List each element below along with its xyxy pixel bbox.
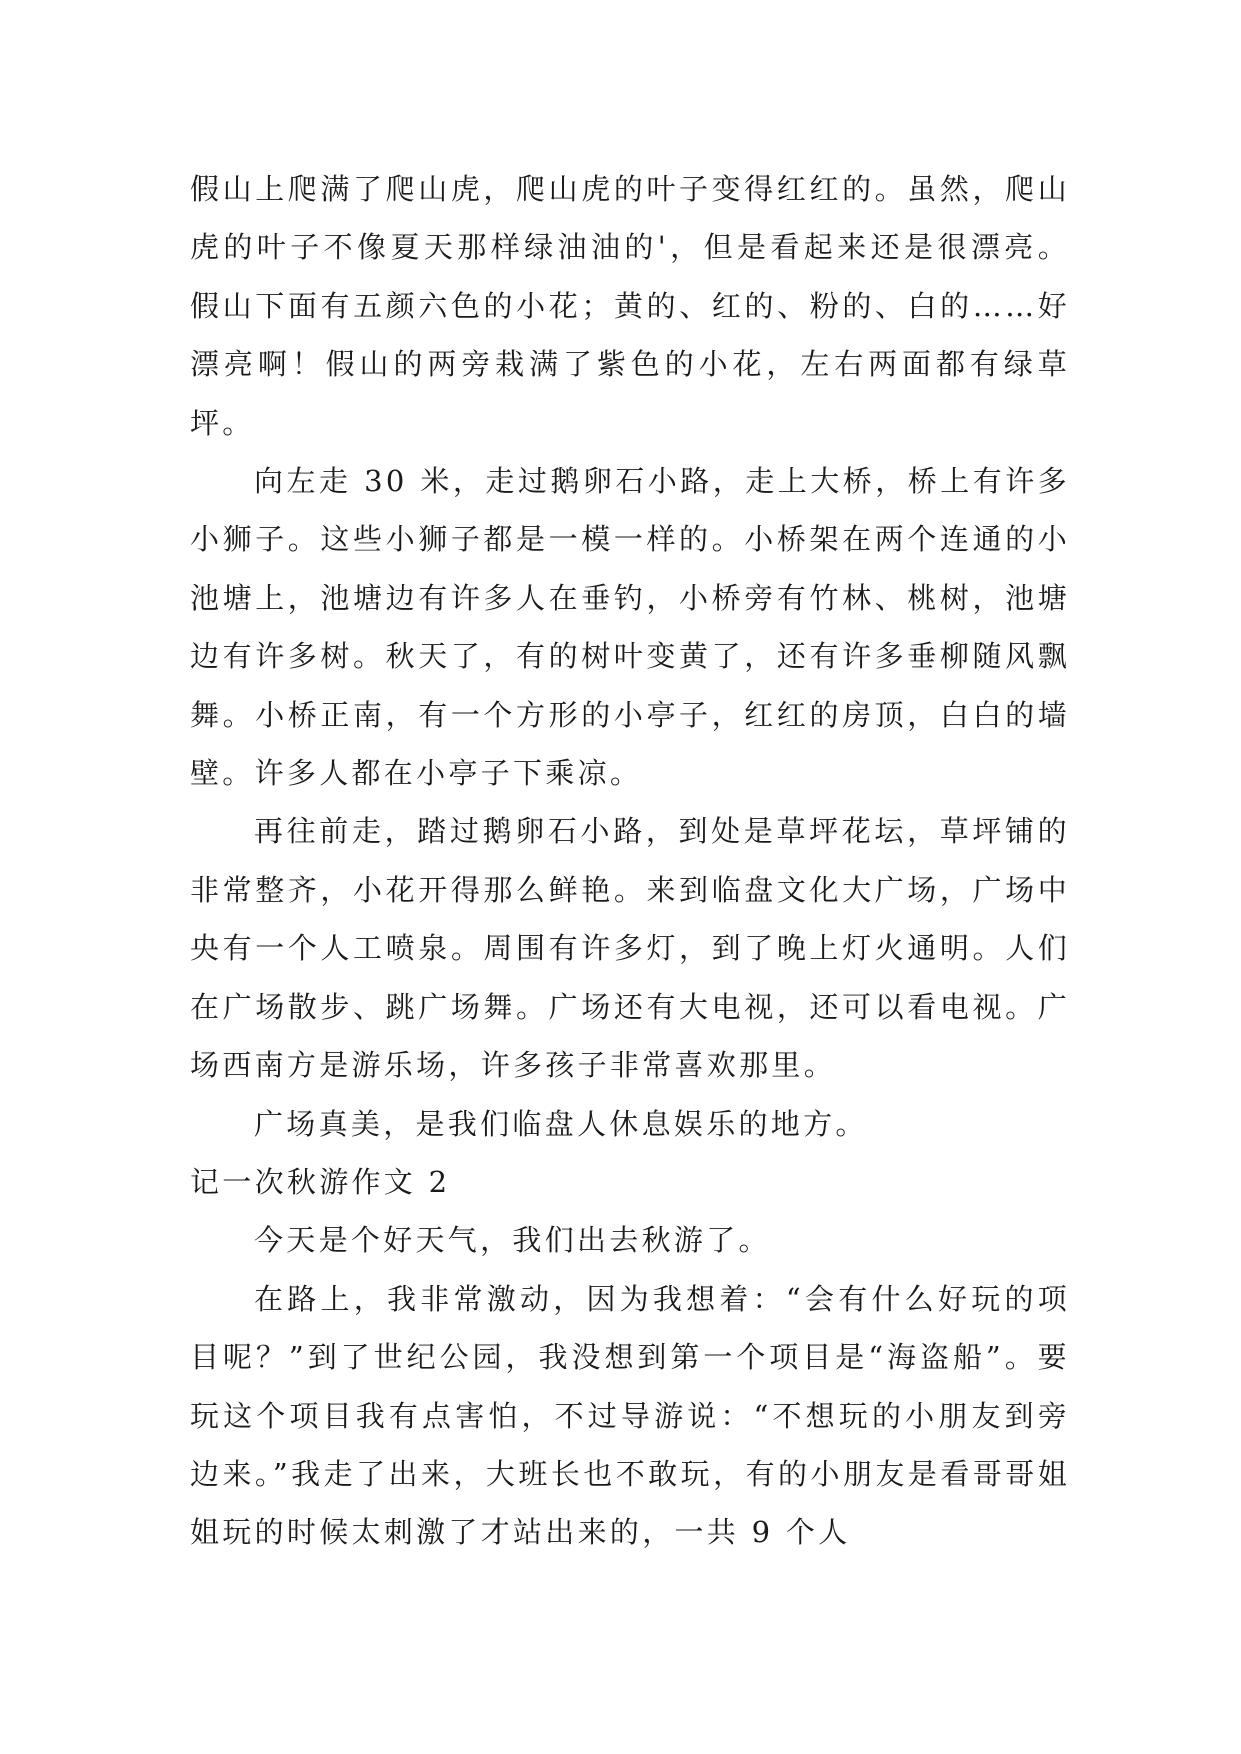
paragraph-rockery: 假山上爬满了爬山虎，爬山虎的叶子变得红红的。虽然，爬山虎的叶子不像夏天那样绿油油的'，但是看起来还是很漂亮。假山下面有五颜六色的小花；黄的、红的、粉的、白的……好漂亮啊！假山的两旁栽满了紫色的小花，左右两面都有绿草坪。 bbox=[190, 172, 1070, 440]
paragraph-square: 再往前走，踏过鹅卵石小路，到处是草坪花坛，草坪铺的非常整齐，小花开得那么鲜艳。来到临盘文化大广场，广场中央有一个人工喷泉。周围有许多灯，到了晚上灯火通明。人们在广场散步、跳广场舞。广场还有大电视，还可以看电视。广场西南方是游乐场，许多孩子非常喜欢那里。 bbox=[190, 814, 1070, 1083]
paragraph-conclusion: 广场真美，是我们临盘人休息娱乐的地方。 bbox=[254, 1106, 868, 1141]
section-heading: 记一次秋游作文 2 bbox=[190, 1164, 451, 1199]
paragraph-pirate-ship: 在路上，我非常激动，因为我想着：“会有什么好玩的项目呢？”到了世纪公园，我没想到第一个项目是“海盗船”。要玩这个项目我有点害怕，不过导游说：“不想玩的小朋友到旁边来。”我走了出来，大班长也不敢玩，有的小朋友是看哥哥姐姐玩的时候太刺激了才站出来的，一共 9 个人 bbox=[190, 1281, 1070, 1550]
document-body bbox=[190, 160, 1070, 1562]
paragraph-weather: 今天是个好天气，我们出去秋游了。 bbox=[254, 1223, 771, 1258]
paragraph-bridge: 向左走 30 米，走过鹅卵石小路，走上大桥，桥上有许多小狮子。这些小狮子都是一模一样的。小桥架在两个连通的小池塘上，池塘边有许多人在垂钓，小桥旁有竹林、桃树，池塘边有许多树。秋天了，有的树叶变黄了，还有许多垂柳随风飘舞。小桥正南，有一个方形的小亭子，红红的房顶，白白的墙壁。许多人都在小亭子下乘凉。 bbox=[190, 464, 1070, 791]
